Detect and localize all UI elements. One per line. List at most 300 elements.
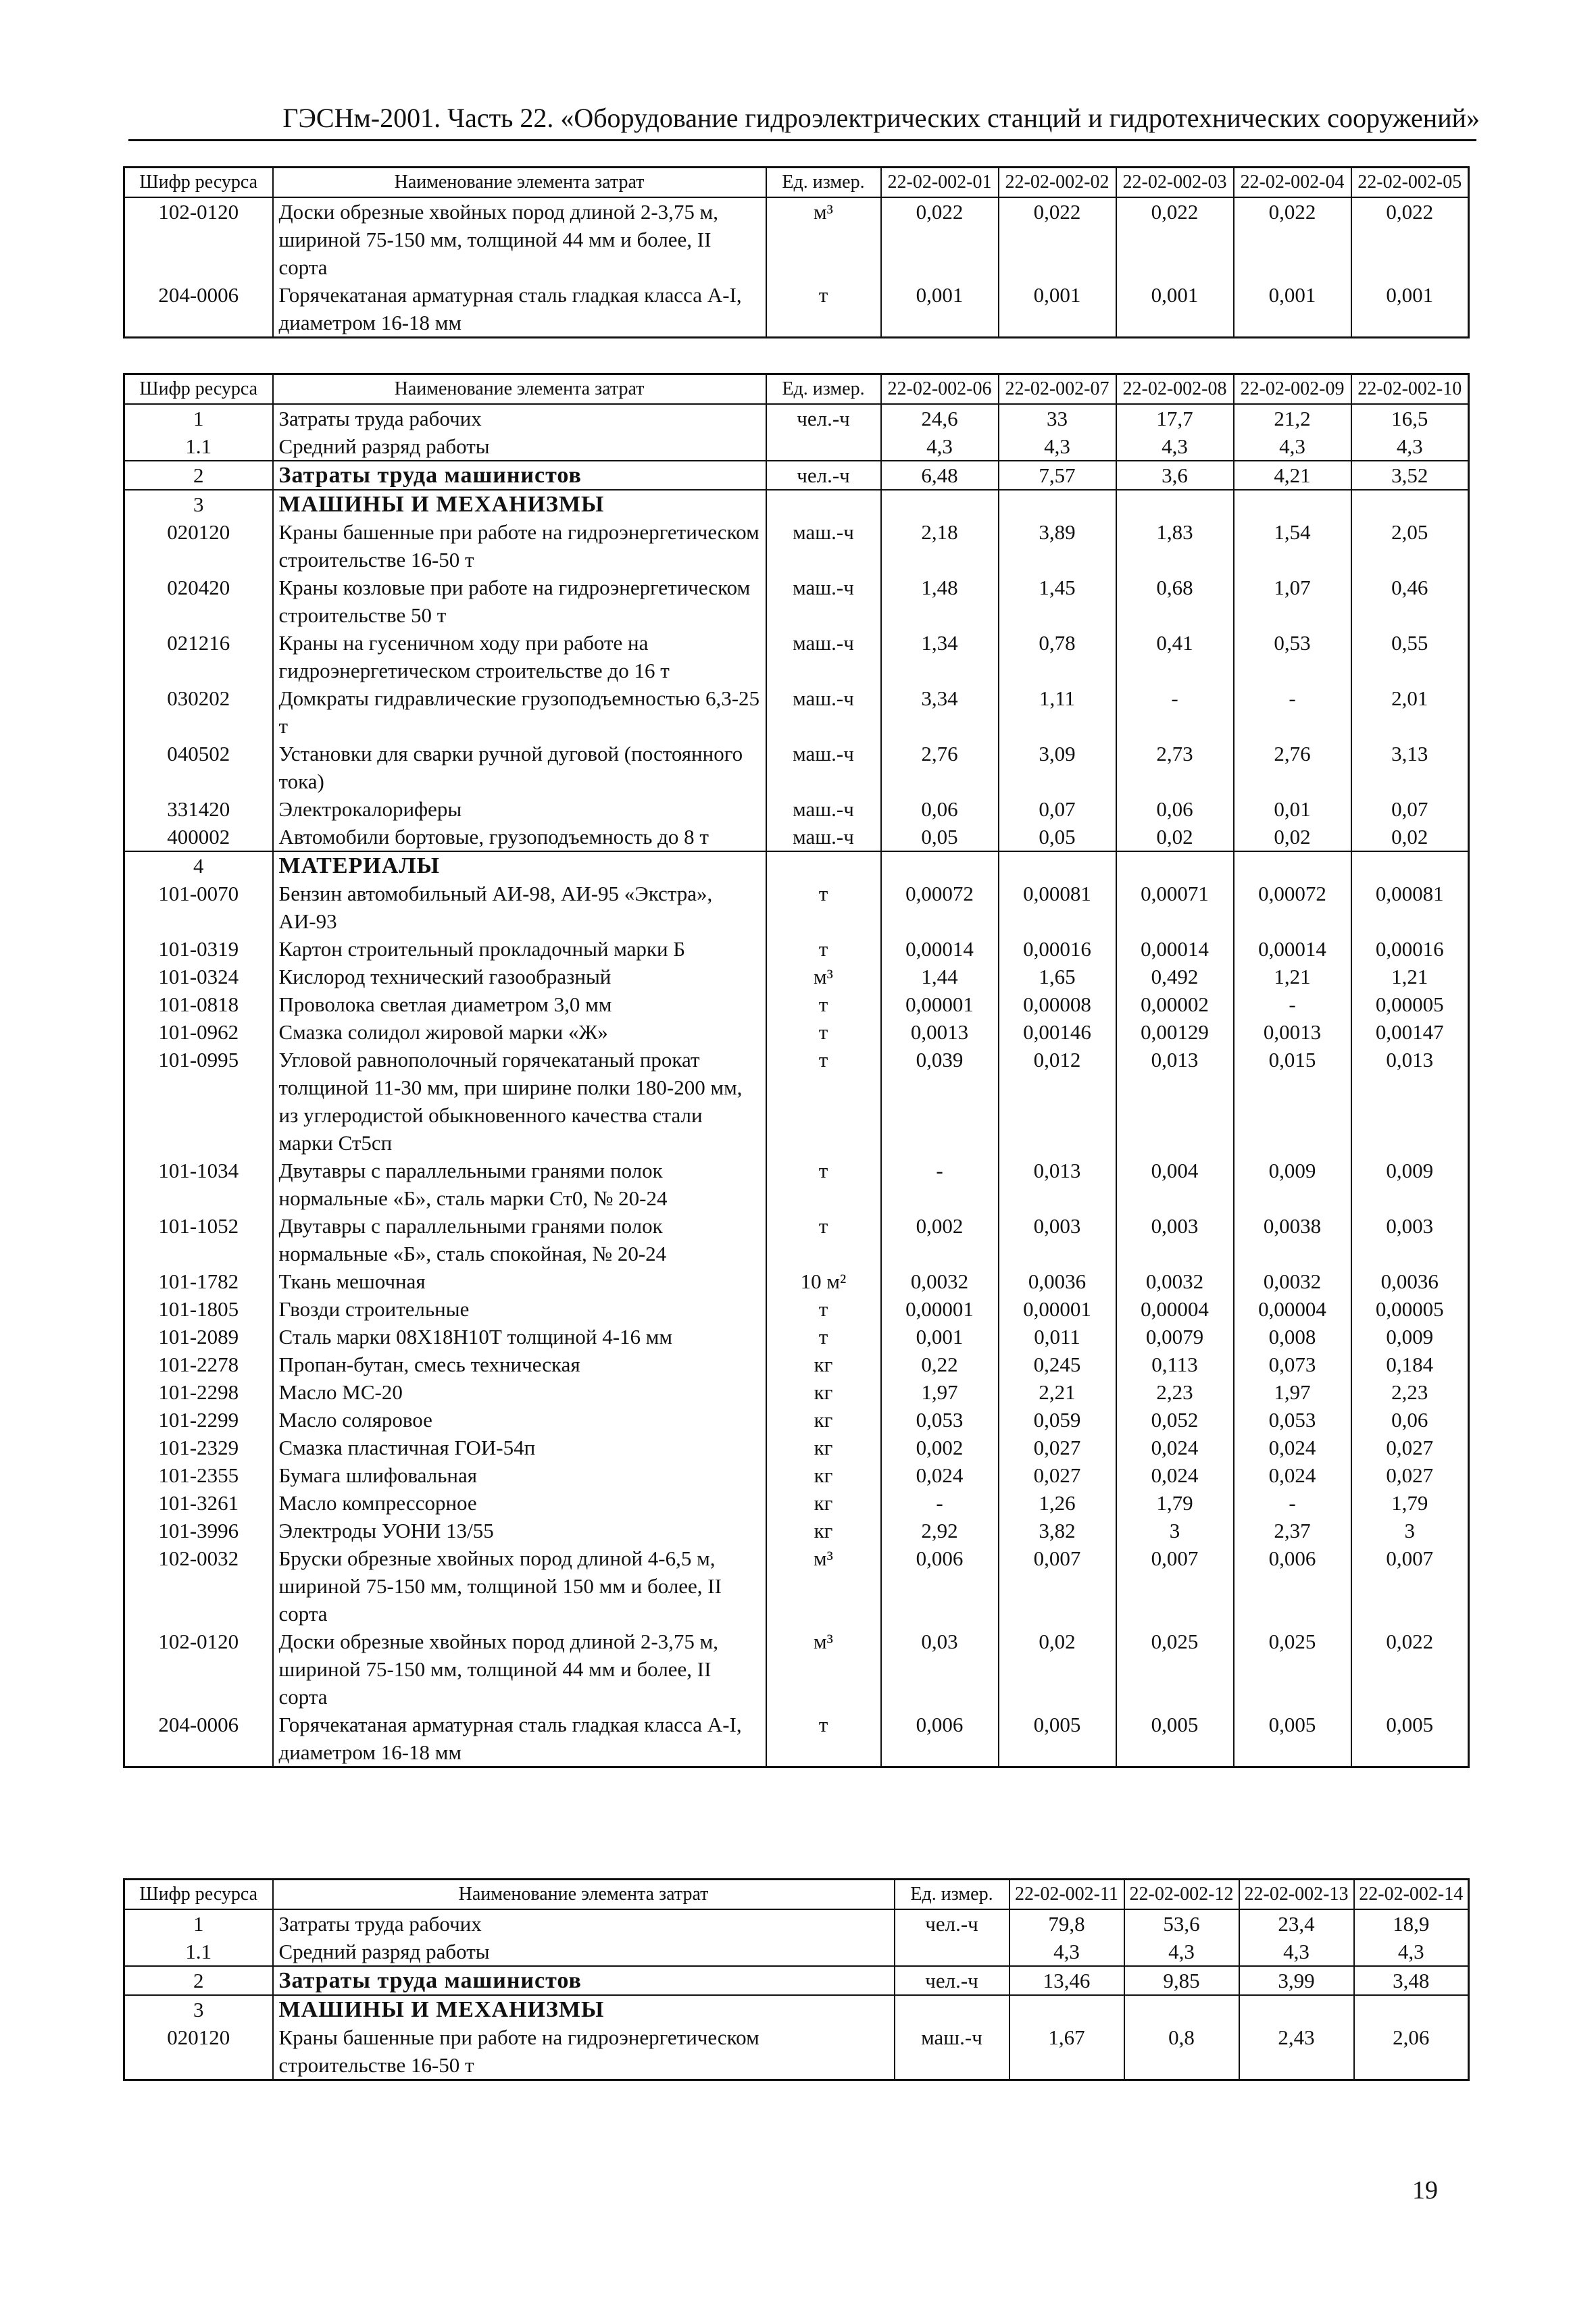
resource-code: 101-2355 — [124, 1461, 273, 1489]
table-row — [124, 1461, 1469, 1489]
unit-of-measure: маш.-ч — [766, 518, 881, 574]
norm-column-header: 22-02-002-08 — [1116, 374, 1234, 405]
norm-value: 1,45 — [999, 574, 1116, 629]
norm-value: 2,06 — [1354, 2023, 1469, 2080]
norm-value: 3,6 — [1116, 461, 1234, 490]
table-row — [124, 1995, 1469, 2023]
norm-value: 0,0032 — [881, 1267, 999, 1295]
resource-code: 101-2299 — [124, 1406, 273, 1434]
norm-value: 1,07 — [1234, 574, 1351, 629]
header-row — [124, 1880, 1469, 1910]
unit-of-measure: маш.-ч — [766, 823, 881, 851]
resource-code: 021216 — [124, 629, 273, 684]
norm-value: 0,001 — [881, 281, 999, 338]
norm-value: 0,007 — [999, 1544, 1116, 1628]
header-divider — [128, 139, 1476, 141]
resource-code: 331420 — [124, 795, 273, 823]
norm-column-header: 22-02-002-09 — [1234, 374, 1351, 405]
norm-value — [1239, 1995, 1354, 2023]
table-row — [124, 574, 1469, 629]
norm-value: 0,001 — [1351, 281, 1469, 338]
norm-value: 0,006 — [881, 1711, 999, 1767]
norm-value: 0,492 — [1116, 963, 1234, 990]
cost-element-name: Картон строительный прокладочный марки Б — [273, 935, 766, 963]
norm-value: 0,00129 — [1116, 1018, 1234, 1046]
unit-of-measure: т — [766, 1046, 881, 1157]
norm-value: 0,004 — [1116, 1157, 1234, 1212]
norm-value: 4,3 — [1239, 1938, 1354, 1966]
norm-value: 2,92 — [881, 1517, 999, 1544]
table-row — [124, 1295, 1469, 1323]
norm-value: 0,002 — [881, 1434, 999, 1461]
norm-value: 4,3 — [1009, 1938, 1124, 1966]
cost-element-name: Ткань мешочная — [273, 1267, 766, 1295]
resource-code: 101-2298 — [124, 1378, 273, 1406]
norm-value — [1351, 851, 1469, 880]
table-row — [124, 990, 1469, 1018]
norm-value: 0,005 — [1116, 1711, 1234, 1767]
unit-of-measure: кг — [766, 1489, 881, 1517]
norm-value: 0,013 — [1351, 1046, 1469, 1157]
norm-value: 2,43 — [1239, 2023, 1354, 2080]
cost-element-name: Средний разряд работы — [273, 432, 766, 461]
norm-value: 3,99 — [1239, 1966, 1354, 1995]
norm-column-header: 22-02-002-06 — [881, 374, 999, 405]
cost-element-name: Бруски обрезные хвойных пород длиной 4-6,5 м, шириной 75-150 мм, толщиной 150 мм и более, II сорта — [273, 1544, 766, 1628]
norm-value: 0,001 — [1116, 281, 1234, 338]
unit-of-measure — [895, 1995, 1009, 2023]
norm-value: 24,6 — [881, 404, 999, 432]
cost-element-name: Электроды УОНИ 13/55 — [273, 1517, 766, 1544]
unit-of-measure: т — [766, 880, 881, 935]
code-column-header: Шифр ресурса — [124, 1880, 273, 1910]
norm-value: - — [1234, 990, 1351, 1018]
norm-value: 0,009 — [1351, 1323, 1469, 1351]
norm-value: 79,8 — [1009, 1909, 1124, 1938]
norm-value: 0,06 — [881, 795, 999, 823]
norm-value: 0,027 — [1351, 1434, 1469, 1461]
resource-code: 1.1 — [124, 432, 273, 461]
norm-value — [1124, 1995, 1239, 2023]
norm-value: 4,3 — [1124, 1938, 1239, 1966]
table-row — [124, 1489, 1469, 1517]
unit-of-measure: т — [766, 1212, 881, 1267]
norm-value: 0,41 — [1116, 629, 1234, 684]
norm-value: 0,05 — [999, 823, 1116, 851]
cost-element-name: Пропан-бутан, смесь техническая — [273, 1351, 766, 1378]
cost-element-name: Масло МС-20 — [273, 1378, 766, 1406]
norm-value — [1234, 490, 1351, 518]
norm-value: 0,00001 — [881, 990, 999, 1018]
norm-value: 0,024 — [881, 1461, 999, 1489]
norm-value: 0,005 — [1234, 1711, 1351, 1767]
cost-element-name: Электрокалориферы — [273, 795, 766, 823]
table-row — [124, 1018, 1469, 1046]
norm-value: 13,46 — [1009, 1966, 1124, 1995]
norm-value: 0,78 — [999, 629, 1116, 684]
norm-value: 2,21 — [999, 1378, 1116, 1406]
norm-value: 0,00146 — [999, 1018, 1116, 1046]
cost-element-name: Смазка солидол жировой марки «Ж» — [273, 1018, 766, 1046]
norm-value: 0,00008 — [999, 990, 1116, 1018]
norm-value: 1,21 — [1234, 963, 1351, 990]
norm-value: 0,013 — [1116, 1046, 1234, 1157]
norm-value: 0,039 — [881, 1046, 999, 1157]
unit-of-measure: маш.-ч — [895, 2023, 1009, 2080]
norm-value: 0,02 — [1234, 823, 1351, 851]
resource-code: 101-3996 — [124, 1517, 273, 1544]
norm-value — [999, 490, 1116, 518]
norm-value: 0,00005 — [1351, 1295, 1469, 1323]
norm-value: - — [881, 1489, 999, 1517]
norm-value: 1,79 — [1351, 1489, 1469, 1517]
norm-value: 0,053 — [1234, 1406, 1351, 1434]
norm-value: 0,00005 — [1351, 990, 1469, 1018]
norm-value: 2,76 — [881, 740, 999, 795]
norm-value: 0,0036 — [999, 1267, 1116, 1295]
norm-value: 0,0079 — [1116, 1323, 1234, 1351]
norm-value: 0,06 — [1351, 1406, 1469, 1434]
table-row — [124, 823, 1469, 851]
name-column-header: Наименование элемента затрат — [273, 168, 766, 198]
norm-value: 2,76 — [1234, 740, 1351, 795]
norm-value: 0,01 — [1234, 795, 1351, 823]
norm-value: 18,9 — [1354, 1909, 1469, 1938]
norm-value — [1116, 851, 1234, 880]
norm-value: 0,00072 — [1234, 880, 1351, 935]
cost-table-3 — [123, 1878, 1470, 2081]
norm-value: 0,55 — [1351, 629, 1469, 684]
norm-value: 0,007 — [1351, 1544, 1469, 1628]
cost-element-name: Двутавры с параллельными гранями полок нормальные «Б», сталь спокойная, № 20-24 — [273, 1212, 766, 1267]
resource-code: 204-0006 — [124, 281, 273, 338]
norm-value: 4,3 — [1234, 432, 1351, 461]
norm-value: 0,006 — [1234, 1544, 1351, 1628]
table-row — [124, 1212, 1469, 1267]
cost-table-2 — [123, 373, 1470, 1768]
unit-column-header: Ед. измер. — [895, 1880, 1009, 1910]
norm-value: 0,00001 — [999, 1295, 1116, 1323]
unit-of-measure: т — [766, 1711, 881, 1767]
unit-of-measure — [895, 1938, 1009, 1966]
norm-value: 0,001 — [999, 281, 1116, 338]
norm-value: 0,022 — [881, 197, 999, 281]
cost-element-name: Горячекатаная арматурная сталь гладкая класса А-I, диаметром 16-18 мм — [273, 281, 766, 338]
norm-value: 0,00004 — [1116, 1295, 1234, 1323]
resource-code: 020420 — [124, 574, 273, 629]
norm-value: 1,48 — [881, 574, 999, 629]
norm-value: 0,02 — [1116, 823, 1234, 851]
norm-value: 0,00014 — [881, 935, 999, 963]
norm-value: 9,85 — [1124, 1966, 1239, 1995]
norm-value: 0,011 — [999, 1323, 1116, 1351]
norm-value: 53,6 — [1124, 1909, 1239, 1938]
name-column-header: Наименование элемента затрат — [273, 374, 766, 405]
table-row — [124, 281, 1469, 338]
norm-value: 1,34 — [881, 629, 999, 684]
cost-element-name: Угловой равнополочный горячекатаный прокат толщиной 11-30 мм, при ширине полки 180-200 мм, из углеродистой обыкновенного качества стали марки Ст5сп — [273, 1046, 766, 1157]
norm-value: 1,79 — [1116, 1489, 1234, 1517]
norm-value: 0,003 — [1116, 1212, 1234, 1267]
cost-element-name: Затраты труда машинистов — [273, 461, 766, 490]
norm-value: 2,23 — [1351, 1378, 1469, 1406]
norm-value: 0,07 — [1351, 795, 1469, 823]
norm-value: 2,37 — [1234, 1517, 1351, 1544]
norm-value: 3,34 — [881, 684, 999, 740]
norm-value: 6,48 — [881, 461, 999, 490]
table-row — [124, 2023, 1469, 2080]
norm-value: 0,245 — [999, 1351, 1116, 1378]
norm-value: 3,82 — [999, 1517, 1116, 1544]
unit-of-measure — [766, 851, 881, 880]
norm-value: 0,00016 — [1351, 935, 1469, 963]
norm-value: 0,001 — [881, 1323, 999, 1351]
norm-value: 0,053 — [881, 1406, 999, 1434]
norm-value: 0,008 — [1234, 1323, 1351, 1351]
table-row — [124, 1711, 1469, 1767]
resource-code: 101-0319 — [124, 935, 273, 963]
cost-element-name: Краны башенные при работе на гидроэнергетическом строительстве 16-50 т — [273, 2023, 895, 2080]
unit-of-measure: маш.-ч — [766, 684, 881, 740]
resource-code: 101-2278 — [124, 1351, 273, 1378]
page-number: 19 — [1412, 2176, 1438, 2205]
resource-code: 101-0995 — [124, 1046, 273, 1157]
cost-element-name: Проволока светлая диаметром 3,0 мм — [273, 990, 766, 1018]
norm-value: 0,05 — [881, 823, 999, 851]
norm-value: 0,00001 — [881, 1295, 999, 1323]
table-row — [124, 851, 1469, 880]
norm-value: 0,022 — [1234, 197, 1351, 281]
unit-of-measure: чел.-ч — [895, 1966, 1009, 1995]
norm-value — [999, 851, 1116, 880]
norm-value: 0,003 — [1351, 1212, 1469, 1267]
norm-value: 1,65 — [999, 963, 1116, 990]
norm-value: 0,015 — [1234, 1046, 1351, 1157]
norm-value: 17,7 — [1116, 404, 1234, 432]
norm-value: 3 — [1351, 1517, 1469, 1544]
norm-value: 3,13 — [1351, 740, 1469, 795]
norm-column-header: 22-02-002-13 — [1239, 1880, 1354, 1910]
table-row — [124, 518, 1469, 574]
resource-code: 101-0818 — [124, 990, 273, 1018]
cost-element-name: Гвозди строительные — [273, 1295, 766, 1323]
resource-code: 101-0324 — [124, 963, 273, 990]
unit-of-measure: чел.-ч — [895, 1909, 1009, 1938]
table-row — [124, 461, 1469, 490]
norm-value: 0,00014 — [1116, 935, 1234, 963]
norm-value: 0,012 — [999, 1046, 1116, 1157]
norm-value: 1,21 — [1351, 963, 1469, 990]
norm-column-header: 22-02-002-07 — [999, 374, 1116, 405]
norm-value: 0,024 — [1234, 1434, 1351, 1461]
norm-value — [881, 490, 999, 518]
norm-value: 0,00081 — [999, 880, 1116, 935]
norm-value: 0,00004 — [1234, 1295, 1351, 1323]
norm-value: 0,005 — [999, 1711, 1116, 1767]
table-row — [124, 1544, 1469, 1628]
table-row — [124, 880, 1469, 935]
table-row — [124, 1909, 1469, 1938]
table-row — [124, 1046, 1469, 1157]
norm-value: 0,024 — [1116, 1461, 1234, 1489]
norm-value: 0,003 — [999, 1212, 1116, 1267]
norm-value: - — [881, 1157, 999, 1212]
unit-column-header: Ед. измер. — [766, 168, 881, 198]
resource-code: 020120 — [124, 518, 273, 574]
norm-value: 0,00014 — [1234, 935, 1351, 963]
cost-element-name: Двутавры с параллельными гранями полок нормальные «Б», сталь марки Ст0, № 20-24 — [273, 1157, 766, 1212]
norm-value: 0,006 — [881, 1544, 999, 1628]
norm-value: 0,8 — [1124, 2023, 1239, 2080]
unit-of-measure: т — [766, 1323, 881, 1351]
cost-element-name: Кислород технический газообразный — [273, 963, 766, 990]
unit-column-header: Ед. измер. — [766, 374, 881, 405]
unit-of-measure: маш.-ч — [766, 795, 881, 823]
norm-value: 3,89 — [999, 518, 1116, 574]
norm-value: 3,48 — [1354, 1966, 1469, 1995]
norm-value: 4,21 — [1234, 461, 1351, 490]
norm-value: 4,3 — [1354, 1938, 1469, 1966]
norm-value: - — [1116, 684, 1234, 740]
cost-element-name: Краны башенные при работе на гидроэнергетическом строительстве 16-50 т — [273, 518, 766, 574]
table-row — [124, 490, 1469, 518]
unit-of-measure: кг — [766, 1351, 881, 1378]
resource-code: 1.1 — [124, 1938, 273, 1966]
cost-element-name: Горячекатаная арматурная сталь гладкая класса А-I, диаметром 16-18 мм — [273, 1711, 766, 1767]
resource-code: 101-2329 — [124, 1434, 273, 1461]
norm-value: 2,23 — [1116, 1378, 1234, 1406]
norm-value: 0,113 — [1116, 1351, 1234, 1378]
unit-of-measure: т — [766, 935, 881, 963]
table-row — [124, 404, 1469, 432]
unit-of-measure: т — [766, 1157, 881, 1212]
norm-value — [1354, 1995, 1469, 2023]
cost-element-name: Масло соляровое — [273, 1406, 766, 1434]
norm-value: 0,005 — [1351, 1711, 1469, 1767]
table-row — [124, 1628, 1469, 1711]
cost-element-name: МАШИНЫ И МЕХАНИЗМЫ — [273, 490, 766, 518]
norm-value: 0,00002 — [1116, 990, 1234, 1018]
norm-value: 0,00016 — [999, 935, 1116, 963]
norm-value — [1116, 490, 1234, 518]
norm-value: 3,52 — [1351, 461, 1469, 490]
cost-element-name: Доски обрезные хвойных пород длиной 2-3,75 м, шириной 75-150 мм, толщиной 44 мм и более, II сорта — [273, 1628, 766, 1711]
norm-value: 0,0013 — [1234, 1018, 1351, 1046]
resource-code: 101-1782 — [124, 1267, 273, 1295]
norm-value: 1,67 — [1009, 2023, 1124, 2080]
norm-value: 0,02 — [1351, 823, 1469, 851]
norm-value: 2,73 — [1116, 740, 1234, 795]
unit-of-measure — [766, 432, 881, 461]
cost-element-name: Установки для сварки ручной дуговой (постоянного тока) — [273, 740, 766, 795]
cost-element-name: Домкраты гидравлические грузоподъемностью 6,3-25 т — [273, 684, 766, 740]
norm-value: 1,83 — [1116, 518, 1234, 574]
norm-value: 0,00081 — [1351, 880, 1469, 935]
resource-code: 101-3261 — [124, 1489, 273, 1517]
norm-value: 0,027 — [999, 1434, 1116, 1461]
cost-element-name: Сталь марки 08Х18Н10Т толщиной 4-16 мм — [273, 1323, 766, 1351]
norm-value: - — [1234, 1489, 1351, 1517]
header-row — [124, 374, 1469, 405]
unit-of-measure: м³ — [766, 1544, 881, 1628]
norm-value: 0,022 — [1116, 197, 1234, 281]
norm-value: 0,009 — [1234, 1157, 1351, 1212]
resource-code: 1 — [124, 404, 273, 432]
resource-code: 102-0120 — [124, 197, 273, 281]
norm-value: 0,06 — [1116, 795, 1234, 823]
norm-value: 4,3 — [999, 432, 1116, 461]
table-row — [124, 1938, 1469, 1966]
cost-element-name: Масло компрессорное — [273, 1489, 766, 1517]
norm-value: 3,09 — [999, 740, 1116, 795]
norm-value: 0,001 — [1234, 281, 1351, 338]
resource-code: 2 — [124, 461, 273, 490]
norm-value: 0,024 — [1234, 1461, 1351, 1489]
norm-value: 0,0038 — [1234, 1212, 1351, 1267]
cost-element-name: Затраты труда рабочих — [273, 404, 766, 432]
resource-code: 101-0962 — [124, 1018, 273, 1046]
table-row — [124, 935, 1469, 963]
resource-code: 101-2089 — [124, 1323, 273, 1351]
resource-code: 101-1034 — [124, 1157, 273, 1212]
cost-element-name: МАТЕРИАЛЫ — [273, 851, 766, 880]
norm-value: 1,11 — [999, 684, 1116, 740]
norm-value: 0,00071 — [1116, 880, 1234, 935]
norm-value: 1,44 — [881, 963, 999, 990]
norm-value: 0,0036 — [1351, 1267, 1469, 1295]
cost-table-1 — [123, 166, 1470, 338]
norm-column-header: 22-02-002-05 — [1351, 168, 1469, 198]
norm-value: 0,059 — [999, 1406, 1116, 1434]
norm-column-header: 22-02-002-12 — [1124, 1880, 1239, 1910]
unit-of-measure: маш.-ч — [766, 740, 881, 795]
norm-value — [1009, 1995, 1124, 2023]
unit-of-measure: маш.-ч — [766, 629, 881, 684]
unit-of-measure: т — [766, 1295, 881, 1323]
norm-value: 0,022 — [999, 197, 1116, 281]
norm-column-header: 22-02-002-03 — [1116, 168, 1234, 198]
resource-code: 4 — [124, 851, 273, 880]
norm-value: 4,3 — [881, 432, 999, 461]
norm-value: 0,027 — [999, 1461, 1116, 1489]
table-row — [124, 795, 1469, 823]
cost-element-name: Средний разряд работы — [273, 1938, 895, 1966]
cost-element-name: Краны на гусеничном ходу при работе на гидроэнергетическом строительстве до 16 т — [273, 629, 766, 684]
norm-value — [1351, 490, 1469, 518]
unit-of-measure: т — [766, 990, 881, 1018]
norm-value: 0,02 — [999, 1628, 1116, 1711]
unit-of-measure: т — [766, 281, 881, 338]
cost-element-name: МАШИНЫ И МЕХАНИЗМЫ — [273, 1995, 895, 2023]
cost-element-name: Бензин автомобильный АИ-98, АИ-95 «Экстра», АИ-93 — [273, 880, 766, 935]
resource-code: 400002 — [124, 823, 273, 851]
norm-column-header: 22-02-002-10 — [1351, 374, 1469, 405]
table-row — [124, 740, 1469, 795]
norm-column-header: 22-02-002-04 — [1234, 168, 1351, 198]
code-column-header: Шифр ресурса — [124, 168, 273, 198]
table-row — [124, 1517, 1469, 1544]
unit-of-measure: маш.-ч — [766, 574, 881, 629]
norm-column-header: 22-02-002-02 — [999, 168, 1116, 198]
unit-of-measure: кг — [766, 1434, 881, 1461]
norm-value: 0,00072 — [881, 880, 999, 935]
norm-value: 0,025 — [1234, 1628, 1351, 1711]
norm-value — [1234, 851, 1351, 880]
cost-element-name: Доски обрезные хвойных пород длиной 2-3,75 м, шириной 75-150 мм, толщиной 44 мм и более, II сорта — [273, 197, 766, 281]
unit-of-measure: т — [766, 1018, 881, 1046]
table-row — [124, 197, 1469, 281]
norm-value: 0,0032 — [1234, 1267, 1351, 1295]
